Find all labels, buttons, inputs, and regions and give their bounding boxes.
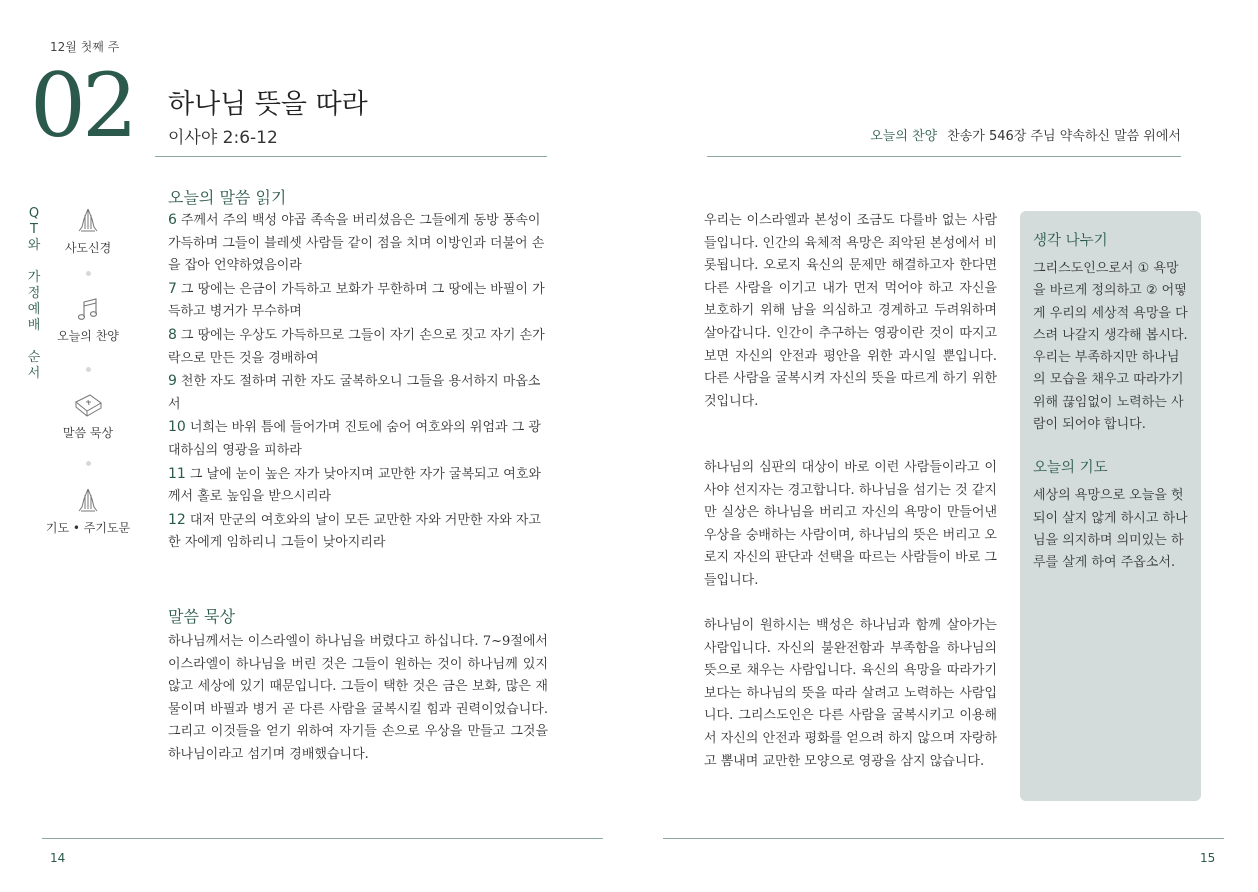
verse-number: 9 [168,373,177,390]
verse [168,509,548,555]
week-label: 12월 첫째 주 [50,40,120,54]
verse [168,324,548,370]
verse-text: 대저 만군의 여호와의 날이 모든 교만한 자와 거만한 자와 자고한 자에게 임하리니 그들이 낮아지리라 [168,512,541,551]
music-note-icon [33,297,143,323]
meditation-paragraph: 하나님의 심판의 대상이 바로 이런 사람들이라고 이사야 선지자는 경고합니다. 하나님을 섬기는 것 같지만 실상은 하나님을 버리고 자신의 욕망이 만들어낸 우상을 숭배하는 사람이며, 하나님의 뜻은 버리고 오로지 자신의 판단과 선택을 따르는 사람들이 바로 그들입니다. [704,460,997,588]
verse-text: 그 날에 눈이 높은 자가 낮아지며 교만한 자가 굴복되고 여호와께서 홀로 높임을 받으시리라 [168,466,541,505]
meditation-paragraph: 우리는 이스라엘과 본성이 조금도 다를바 없는 사람들입니다. 인간의 육체적 욕망은 죄악된 본성에서 비롯됩니다. 오로지 육신의 문제만 해결하고자 한다면 다른 사람을 이기고 내가 먼저 먹어야 하고 자신을 보호하기 위해 남을 의심하고 경계하고 두려워하며 살아갑니다. 인간이 추구하는 영광이란 것이 따지고 보면 자신의 안전과 평안을 위한 과시일 뿐입니다. 다른 사람을 굴복시켜 자신의 뜻을 따르게 하기 위한 것입니다. [704,213,997,409]
sharing-title: 생각 나누기 [1033,233,1108,249]
reflection-panel [1020,211,1201,801]
verse [168,278,548,324]
scripture-reference: 이사야 2:6-12 [168,128,278,148]
praying-hands-icon [33,205,143,235]
qt-family-worship-order-label: Q T 와 가 정 예 배 순 서 [27,206,41,381]
bible-icon [33,392,143,420]
verse [168,463,548,509]
order-item-label: 말씀 묵상 [62,426,114,440]
sharing-text: 그리스도인으로서 ① 욕망을 바르게 정의하고 ② 어떻게 우리의 세상적 욕망을 다스려 나갈지 생각해 봅시다. 우리는 부족하지만 하나님의 모습을 채우고 따라가기 위해 끊임없이 노력하는 사람이 되어야 합니다. [1033,261,1188,433]
order-item-label: 사도신경 [64,241,112,255]
meditation-paragraph: 하나님이 원하시는 백성은 하나님과 함께 살아가는 사람입니다. 자신의 불완전함과 부족함을 하나님의 뜻으로 채우는 사람입니다. 육신의 욕망을 따라가기 보다는 하나님의 뜻을 따라 살려고 노력하는 사람입니다. 그리스도인은 다른 사람을 굴복시키고 이용해서 자신의 안전과 평화를 얻으려 하지 않으며 자랑하고 뽐내며 교만한 모양으로 영광을 삼지 않습니다. [704,618,997,769]
meditation-section-title: 말씀 묵상 [168,607,235,626]
todays-hymn [870,125,1181,144]
prayer-title: 오늘의 기도 [1033,460,1108,477]
verse-text: 그 땅에는 은금이 가득하고 보화가 무한하며 그 땅에는 바필이 가득하고 병거가 무수하며 [168,281,545,320]
verse-text: 천한 자도 절하며 귀한 자도 굴복하오니 그들을 용서하지 마옵소서 [168,374,541,412]
verse-number: 8 [168,326,177,343]
order-item-prayer [33,485,143,536]
prayer-text: 세상의 욕망으로 오늘을 헛되이 살지 않게 하시고 하나님을 의지하며 의미있는 하루를 살게 하여 주옵소서. [1033,488,1188,571]
hymn-title: 찬송가 546장 주님 약속하신 말씀 위에서 [947,129,1181,144]
page-number-right: 15 [1200,851,1216,865]
order-separator-dot [86,271,91,276]
order-item-meditation [33,392,143,441]
page-number-left: 14 [50,851,66,865]
order-item-label: 기도 • 주기도문 [45,521,131,535]
order-item-hymn [33,297,143,344]
order-separator-dot [86,367,91,372]
header-rule-right [707,156,1181,157]
praying-hands-icon [33,485,143,515]
verse [168,209,548,278]
order-separator-dot [86,461,91,466]
header-rule-left [155,156,547,157]
verse-number: 11 [168,465,186,482]
verse [168,370,548,416]
order-item-apostles-creed [33,205,143,256]
verse-number: 12 [168,511,186,528]
verse-text: 너희는 바위 틈에 들어가며 진토에 숨어 여호와의 위엄과 그 광대하심의 영광을 피하라 [168,420,541,458]
verse-text: 그 땅에는 우상도 가득하므로 그들이 자기 손으로 짓고 자기 손가락으로 만든 것을 경배하여 [168,327,545,366]
meditation-paragraph: 하나님께서는 이스라엘이 하나님을 버렸다고 하십니다. 7~9절에서 이스라엘이 하나님을 버린 것은 그들이 원하는 것이 하나님께 있지 않고 세상에 있기 때문입니다. 그들이 택한 것은 금은 보화, 많은 재물이며 바필과 병거 곧 다른 사람을 굴복시킬 힘과 권력이었습니다. 그리고 이것들을 얻기 위하여 자기들 손으로 우상을 만들고 그것을 하나님이라고 섬기며 경배했습니다. [168,634,548,762]
verse-number: 6 [168,212,177,228]
page-title: 하나님 뜻을 따라 [168,89,368,120]
reading-section-title: 오늘의 말씀 읽기 [168,188,287,207]
order-item-label: 오늘의 찬양 [57,329,119,343]
footer-rule-right [663,838,1224,839]
verse-number: 10 [168,419,186,436]
verse-number: 7 [168,280,177,297]
scripture-verses [168,209,548,555]
hymn-label: 오늘의 찬양 [870,129,938,144]
verse [168,416,548,462]
footer-rule-left [42,838,603,839]
day-number: 02 [30,54,134,157]
verse-text: 주께서 주의 백성 야곱 족속을 버리셨음은 그들에게 동방 풍속이 가득하며 그들이 블레셋 사람들 같이 점을 치며 이방인과 더불어 손을 잡아 언약하였음이라 [168,213,545,274]
